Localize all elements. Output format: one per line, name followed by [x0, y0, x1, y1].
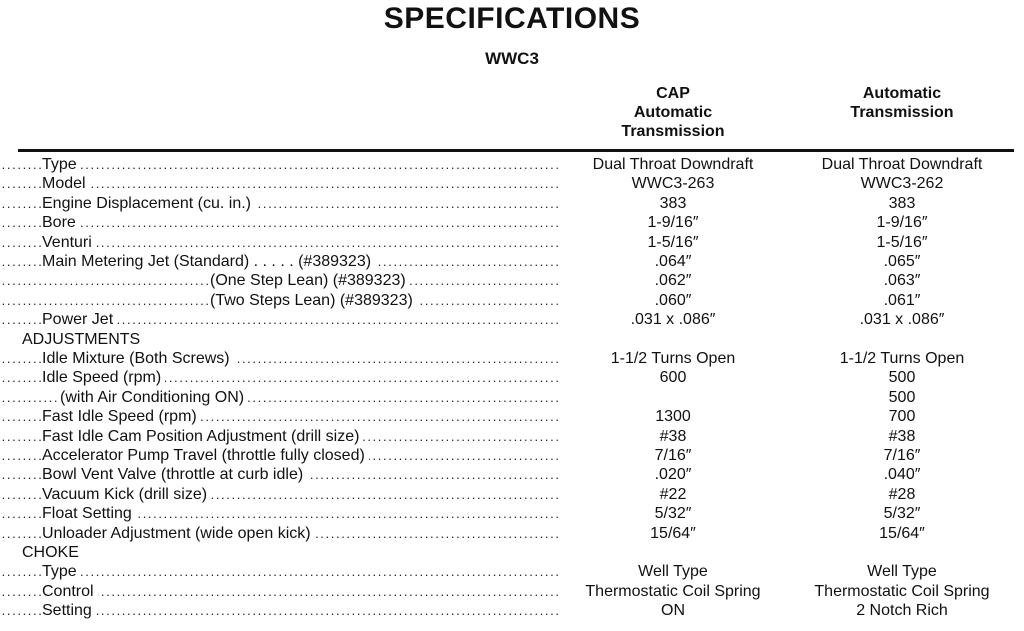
value-automatic: .031 x .086″ — [859, 311, 945, 329]
dot-leader — [0, 562, 560, 582]
row-label-text: Accelerator Pump Travel (throttle fully closed) — [42, 447, 369, 464]
table-row — [0, 233, 1024, 253]
value-cap-automatic: .062″ — [654, 272, 692, 290]
value-automatic: 1-5/16″ — [876, 233, 928, 251]
table-row — [0, 155, 1024, 175]
table-row — [0, 310, 1024, 330]
value-automatic: 5/32″ — [883, 505, 921, 523]
value-automatic: 500 — [888, 369, 916, 387]
row-label-text: Bore — [42, 214, 80, 231]
row-label-text: (One Step Lean) (#389323) — [210, 272, 410, 289]
row-label-text: Type — [42, 156, 81, 173]
value-cap-automatic: 1-9/16″ — [647, 214, 699, 232]
table-row — [0, 271, 1024, 291]
table-row — [0, 368, 1024, 388]
column-header-automatic — [797, 84, 1007, 122]
page-title: SPECIFICATIONS — [383, 2, 641, 35]
row-label — [42, 349, 234, 369]
value-automatic: 1-9/16″ — [876, 214, 928, 232]
row-label — [42, 427, 363, 447]
row-label-text: Float Setting — [42, 505, 136, 522]
dot-leader — [0, 213, 560, 233]
value-cap-automatic: 1-1/2 Turns Open — [610, 350, 736, 367]
column-header-line: Automatic — [633, 104, 713, 121]
value-automatic: .061″ — [883, 291, 921, 309]
value-automatic: 1-1/2 Turns Open — [839, 350, 965, 367]
table-row — [0, 485, 1024, 505]
value-cap-automatic: Thermostatic Coil Spring — [585, 582, 761, 600]
row-label — [42, 601, 96, 621]
row-label — [210, 271, 410, 291]
section-heading-row — [0, 543, 1024, 563]
row-label — [42, 368, 165, 388]
row-label-text: Control — [42, 583, 98, 600]
row-label — [42, 446, 369, 466]
section-heading: CHOKE — [22, 544, 79, 561]
row-label-text: Type — [42, 563, 81, 580]
value-cap-automatic: #38 — [659, 427, 687, 445]
value-automatic: Dual Throat Downdraft — [821, 156, 983, 173]
table-row — [0, 194, 1024, 214]
value-automatic: .065″ — [883, 253, 921, 270]
column-header-line: Automatic — [862, 85, 942, 102]
value-cap-automatic: Dual Throat Downdraft — [592, 156, 754, 173]
row-label-text: (Two Steps Lean) (#389323) — [210, 292, 417, 309]
row-label — [42, 174, 90, 194]
value-automatic: 500 — [888, 388, 916, 406]
table-row — [0, 562, 1024, 582]
column-header-line: CAP — [656, 85, 690, 102]
column-header-line: Transmission — [621, 123, 725, 140]
row-label — [42, 310, 117, 330]
row-label — [60, 388, 248, 408]
value-cap-automatic: ON — [661, 602, 685, 620]
row-label — [42, 524, 315, 544]
row-label-text: Vacuum Kick (drill size) — [42, 486, 211, 503]
value-automatic: #28 — [888, 485, 916, 503]
table-row — [0, 446, 1024, 466]
value-automatic: .040″ — [883, 466, 921, 484]
table-row — [0, 349, 1024, 369]
value-cap-automatic: 15/64″ — [650, 524, 696, 542]
row-label — [42, 562, 81, 582]
row-label — [42, 504, 136, 524]
value-cap-automatic: 1-5/16″ — [647, 233, 699, 251]
value-cap-automatic: .031 x .086″ — [630, 311, 716, 329]
row-label-text: Power Jet — [42, 311, 117, 328]
value-cap-automatic: 383 — [659, 194, 687, 212]
row-label-text: Fast Idle Speed (rpm) — [42, 408, 201, 425]
table-row — [0, 407, 1024, 427]
column-header-line: Transmission — [850, 104, 954, 121]
row-label — [210, 291, 417, 311]
table-row — [0, 291, 1024, 311]
table-row — [0, 601, 1024, 621]
row-label-text: Main Metering Jet (Standard) . . . . . (#389323) — [42, 253, 375, 270]
table-row — [0, 582, 1024, 602]
value-cap-automatic: .060″ — [654, 291, 692, 309]
row-label — [42, 465, 307, 485]
row-label-text: Engine Displacement (cu. in.) — [42, 195, 255, 212]
section-heading-row — [0, 330, 1024, 350]
value-cap-automatic: #22 — [659, 485, 687, 503]
value-cap-automatic: 1300 — [655, 408, 691, 426]
table-row — [0, 465, 1024, 485]
row-label — [42, 155, 81, 175]
value-automatic: 15/64″ — [879, 524, 925, 542]
table-row — [0, 524, 1024, 544]
table-row — [0, 213, 1024, 233]
table-row — [0, 174, 1024, 194]
row-label-text: Bowl Vent Valve (throttle at curb idle) — [42, 466, 307, 483]
value-cap-automatic: Well Type — [638, 563, 708, 581]
value-automatic: 383 — [888, 194, 916, 212]
row-label — [42, 194, 255, 214]
row-label — [42, 252, 375, 272]
value-automatic: Thermostatic Coil Spring — [814, 582, 990, 600]
value-automatic: 7/16″ — [883, 447, 921, 464]
value-automatic: .063″ — [883, 272, 921, 290]
value-automatic: #38 — [888, 427, 916, 445]
dot-leader — [0, 155, 560, 175]
value-automatic: 2 Notch Rich — [856, 602, 948, 620]
row-label — [42, 233, 96, 253]
section-heading: ADJUSTMENTS — [22, 330, 141, 348]
value-cap-automatic: 5/32″ — [654, 505, 692, 523]
row-label-text: Setting — [42, 602, 96, 619]
row-label-text: (with Air Conditioning ON) — [60, 389, 248, 406]
value-cap-automatic: WWC3-263 — [631, 175, 715, 193]
row-label-text: Fast Idle Cam Position Adjustment (drill size) — [42, 428, 363, 445]
value-automatic: Well Type — [867, 563, 937, 581]
table-row — [0, 504, 1024, 524]
value-automatic: 700 — [888, 408, 916, 426]
row-label-text: Unloader Adjustment (wide open kick) — [42, 525, 315, 542]
table-row — [0, 427, 1024, 447]
header-rule — [18, 149, 1014, 152]
row-label-text: Model — [42, 175, 90, 192]
column-header-cap-automatic — [568, 84, 778, 141]
value-cap-automatic: .020″ — [654, 466, 692, 484]
value-cap-automatic: .064″ — [654, 253, 692, 270]
row-label — [42, 407, 201, 427]
row-label — [42, 485, 211, 505]
row-label-text: Idle Mixture (Both Screws) — [42, 350, 234, 367]
table-row — [0, 252, 1024, 272]
row-label — [42, 582, 98, 602]
table-row — [0, 388, 1024, 408]
value-automatic: WWC3-262 — [860, 175, 944, 193]
row-label-text: Venturi — [42, 234, 96, 251]
model-heading: WWC3 — [485, 49, 539, 68]
value-cap-automatic: 7/16″ — [654, 447, 692, 464]
row-label — [42, 213, 80, 233]
row-label-text: Idle Speed (rpm) — [42, 369, 165, 386]
value-cap-automatic: 600 — [659, 369, 687, 387]
